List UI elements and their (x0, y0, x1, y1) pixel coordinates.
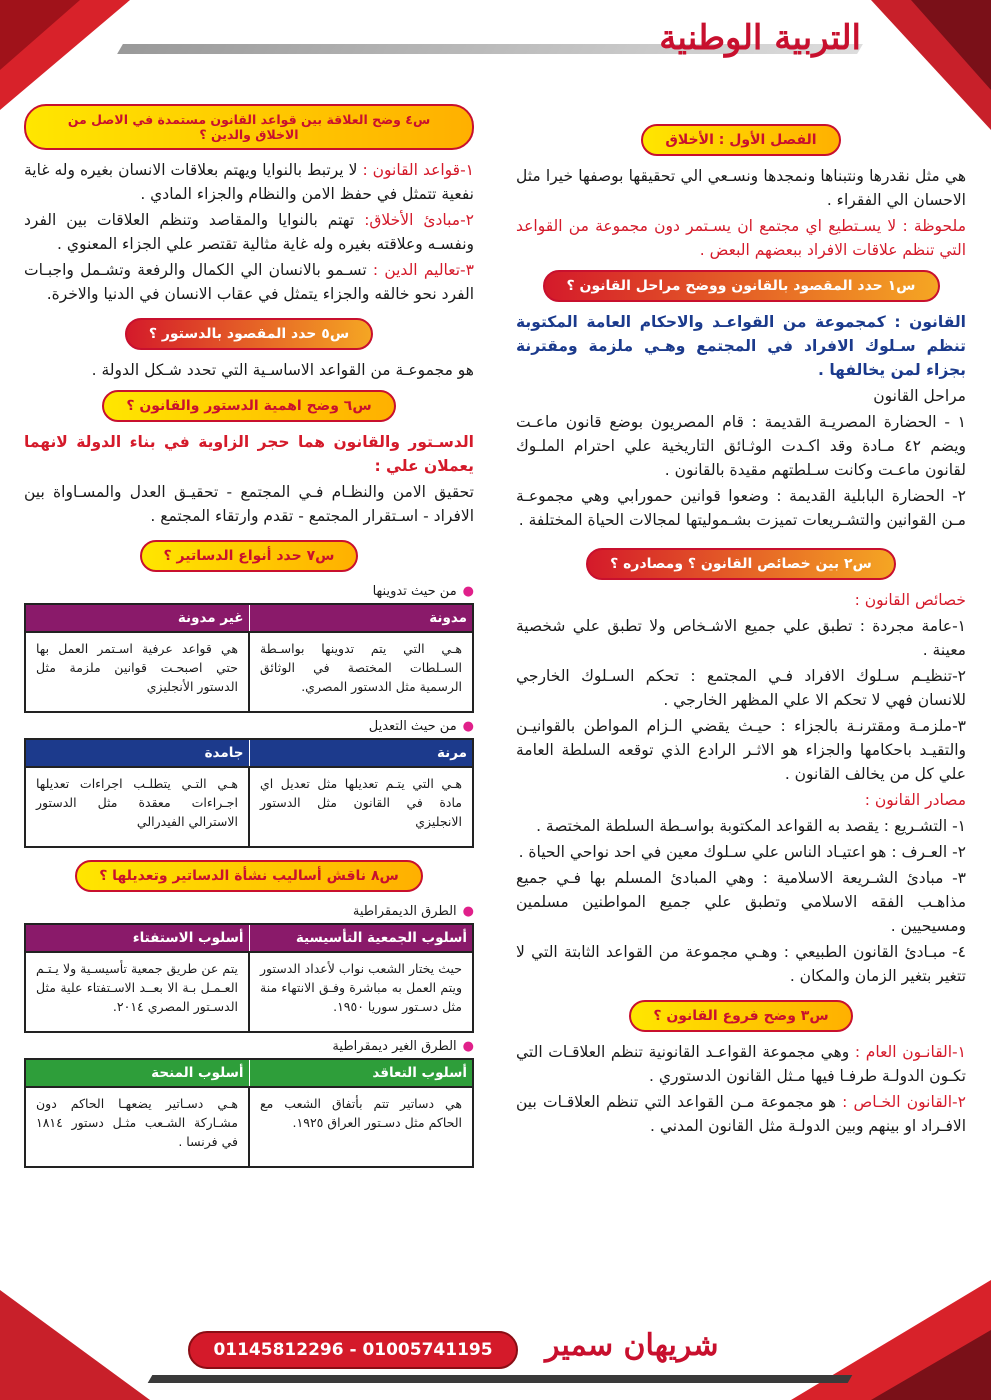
table-header: أسلوب الجمعية التأسيسية (249, 924, 473, 952)
corner-decoration (871, 1330, 991, 1400)
table-header: جامدة (25, 739, 249, 767)
intro-text: هي مثل نقدرها ونتبناها ونمجدها ونسـعي الي تحقيقها بوصفها خيرا مثل الاحسان الي الفقراء . (516, 167, 966, 209)
law-rules-title: ١-قواعد القانون : (362, 161, 474, 179)
bullet-by-amendment: ● من حيث التعديل (24, 719, 474, 734)
importance-intro: الدسـتور والقانون هما حجر الزاوية في بناء الدولة لانهما يعملان علي : (24, 433, 474, 475)
flexible-rigid-table (24, 738, 474, 848)
ethics-body: تهتم بالنوايا والمقاصد وتنظم العلاقات بين الفرد ونفسـه وعلاقته بغيره وله غاية مثالية تقتصر علي الجزاء المعنوي . (24, 211, 474, 253)
religion-text (24, 258, 474, 306)
question-pill-1: س١ حدد المقصود بالقانون ووضح مراحل القانون ؟ (543, 270, 940, 302)
source-3: ٣- مبادئ الشـريعة الاسلامية : وهي المبادئ المسلم بها فـي جميع مذاهـب الفقه الاسلامي وتطبق علي جميع المواطنين مسلمين ومسيحيين . (516, 869, 966, 935)
ethics-title: ٢-مبادئ الأخلاق: (364, 211, 474, 229)
private-law-text (516, 1090, 966, 1138)
question-pill-8: س٨ ناقش أساليب نشأة الدساتير وتعديلها ؟ (75, 860, 423, 892)
question-pill-7: س٧ حدد أنواع الدساتير ؟ (140, 540, 359, 572)
corner-decoration (0, 0, 80, 70)
ethics-text (24, 208, 474, 256)
footer-band (148, 1375, 853, 1383)
table-cell: هـي التـي يتطلـب اجراءات تعديلها اجـراءات معقدة مثل الدستور الاسترالي الفيدرالي (25, 767, 249, 847)
bullet-non-democratic: ● الطرق الغير ديمقراطية (24, 1039, 474, 1054)
chapter-pill: الفصل الأول : الأخلاق (641, 124, 840, 156)
private-law-body: هو مجموعة مـن القواعد التي تنظم العلاقـات بين الافـراد او بينهم وبين الدولـة مثل القانون المدني . (516, 1093, 966, 1135)
religion-body: تسـمو بالانسان الي الكمال والرفعة وتشـمل واجبـات الفرد نحو خالقه والجزاء يتمثل في عقاب الانسان في الدنيا والاخرة. (24, 261, 474, 303)
note-text: ملحوظة : لا يسـتطيع اي مجتمع ان يسـتمر دون مجموعة من القواعد التي تنظم علاقات الافراد ببعضهم البعض . (516, 217, 966, 259)
corner-decoration (911, 0, 991, 90)
constitution-definition: هو مجموعـة من القواعد الاساسـية التي تحدد شـكل الدولة . (91, 361, 474, 379)
right-column (516, 118, 966, 1140)
non-democratic-methods-table (24, 1058, 474, 1168)
characteristic-3: ٣-ملزمـة ومقترنـة بالجزاء : حيـث يقضي الـزام المواطن بالقوانيـن والتقيـد باحكامها والجزاء هو الاثـر الرادع الذي توقعه السلطة العامة علي كل من يخالف القانون . (516, 717, 966, 783)
author-name: شريهان سمير (545, 1328, 719, 1363)
law-rules-body: لا يرتبط بالنوايا ويهتم بعلاقات الانسان بغيره وله غاية نفعية تتمثل في حفظ الامن والنظام والجزاء المادي . (24, 161, 474, 203)
law-rules-text (24, 158, 474, 206)
characteristic-1: ١-عامة مجردة : تطبق علي جميع الاشـخاص ولا تطبق علي شخصية معينة . (516, 617, 966, 659)
law-stage-2: ٢- الحضارة البابلية القديمة : وضعوا قوانين حمورابي وهي مجموعـة مـن القوانين والتشـريعات تميزت بشـموليتها لمجالات الحياة المختلفة . (516, 487, 966, 529)
source-1: ١- التشـريع : يقصد به القواعد المكتوبة بواسـطة السلطة المختصة . (536, 817, 966, 835)
law-characteristics-heading: خصائص القانون : (854, 591, 966, 609)
question-pill-5: س٥ حدد المقصود بالدستور ؟ (125, 318, 373, 350)
bullet-by-writing: ● من حيث تدوينها (24, 584, 474, 599)
question-pill-6: س٦ وضح اهمية الدستور والقانون ؟ (102, 390, 395, 422)
question-pill-2: س٢ بين خصائص القانون ؟ ومصادره ؟ (586, 548, 896, 580)
written-unwritten-table (24, 603, 474, 713)
table-cell: هـي التي يتـم تعديلها مثل تعديل اي مادة في القانون مثل الدستور الانجليزي (249, 767, 473, 847)
table-cell: هي قواعد عرفية اسـتمر العمل بها حتي اصبحـت قوانين ملزمة مثل الدستور الأنجليزي (25, 632, 249, 712)
table-cell: يتم عن طريق جمعية تأسيسـية ولا يـتـم العـمـل بـة الا بعــد الاسـتفتاء علية مثل الدسـتور المصري ٢٠١٤. (25, 952, 249, 1032)
bullet-democratic: ● الطرق الديمقراطية (24, 904, 474, 919)
table-cell: هـي دسـاتير يضعهـا الحاكم دون مشـاركة الشـعب مثـل دستور ١٨١٤ في فرنسا . (25, 1087, 249, 1167)
table-cell: حيث يختار الشعب نواب لأعداد الدستور ويتم العمل به مباشرة وفـق الانتهاء منة مثل دسـتور سوريا ١٩٥٠. (249, 952, 473, 1032)
question-pill-3: س٣ وضح فروع القانون ؟ (629, 1000, 852, 1032)
question-pill-4: س٤ وضح العلاقة بين قواعد القانون مستمدة في الاصل من الاخلاق والدين ؟ (24, 104, 474, 150)
table-cell: هـي التي يتم تدوينها بواسـطة السـلطات المختصة في الوثائق الرسمية مثل الدستور المصري. (249, 632, 473, 712)
corner-decoration (0, 1290, 150, 1400)
importance-list: تحقيق الامن والنظـام فـي المجتمع - تحقيـق العدل والمسـاواة بين الافراد - اسـتقرار المجتمع - تقدم وارتقاء المجتمع . (24, 483, 474, 525)
characteristic-2: ٢-تنظيـم سـلوك الافراد فـي المجتمع : تحكم السـلوك الخارجي للانسان فهي لا تحكم الا علي المظهر الخارجي . (516, 667, 966, 709)
religion-title: ٣-تعاليم الدين : (372, 261, 474, 279)
source-2: ٢- العـرف : هو اعتيـاد الناس علي سـلوك معين في احد نواحي الحياة . (518, 843, 966, 861)
law-stages-heading: مراحل القانون (873, 387, 966, 405)
phone-numbers: 01145812296 - 01005741195 (188, 1331, 518, 1369)
left-column (24, 98, 474, 1174)
law-sources-heading: مصادر القانون : (864, 791, 966, 809)
table-header: أسلوب المنحة (25, 1059, 249, 1087)
private-law-title: ٢-القانون الخـاص : (842, 1093, 966, 1111)
source-4: ٤- مبـادئ القانون الطبيعي : وهـي مجموعة من القواعد الثابتة التي لا تتغير بتغير الزمان والمكان . (516, 943, 966, 985)
law-stage-1: ١ - الحضارة المصريـة القديمة : قام المصريون بوضع قانون ماعـت ويضم ٤٢ مـادة وقد اكـدت الوثـائق التاريخية علي احترام الملـوك لقانون ماعـت وكانت سـلطتهم مقيدة بالقانون . (516, 413, 966, 479)
table-header: أسلوب التعاقد (249, 1059, 473, 1087)
table-cell: هي دساتير تتم بأتفاق الشعب مع الحاكم مثل دسـتور العراق ١٩٢٥. (249, 1087, 473, 1167)
democratic-methods-table (24, 923, 474, 1033)
table-header: مدونة (249, 604, 473, 632)
public-law-text (516, 1040, 966, 1088)
law-definition: القانون : كمجموعة من القواعـد والاحكام العامة المكتوبة تنظم سـلوك الافراد في المجتمع وهـي ملزمة ومقترنة بجزاء لمن يخالفها . (516, 313, 966, 379)
table-header: مرنة (249, 739, 473, 767)
public-law-title: ١-القانـون العام : (854, 1043, 966, 1061)
table-header: غير مدونة (25, 604, 249, 632)
public-law-body: وهي مجموعة القواعـد القانونية تنظم العلاقـات التي تكـون الدولـة طرفـا فيها مـثل القانون الدستوري . (516, 1043, 966, 1085)
page-title: التربية الوطنية (659, 18, 861, 58)
table-header: أسلوب الاستفتاء (25, 924, 249, 952)
